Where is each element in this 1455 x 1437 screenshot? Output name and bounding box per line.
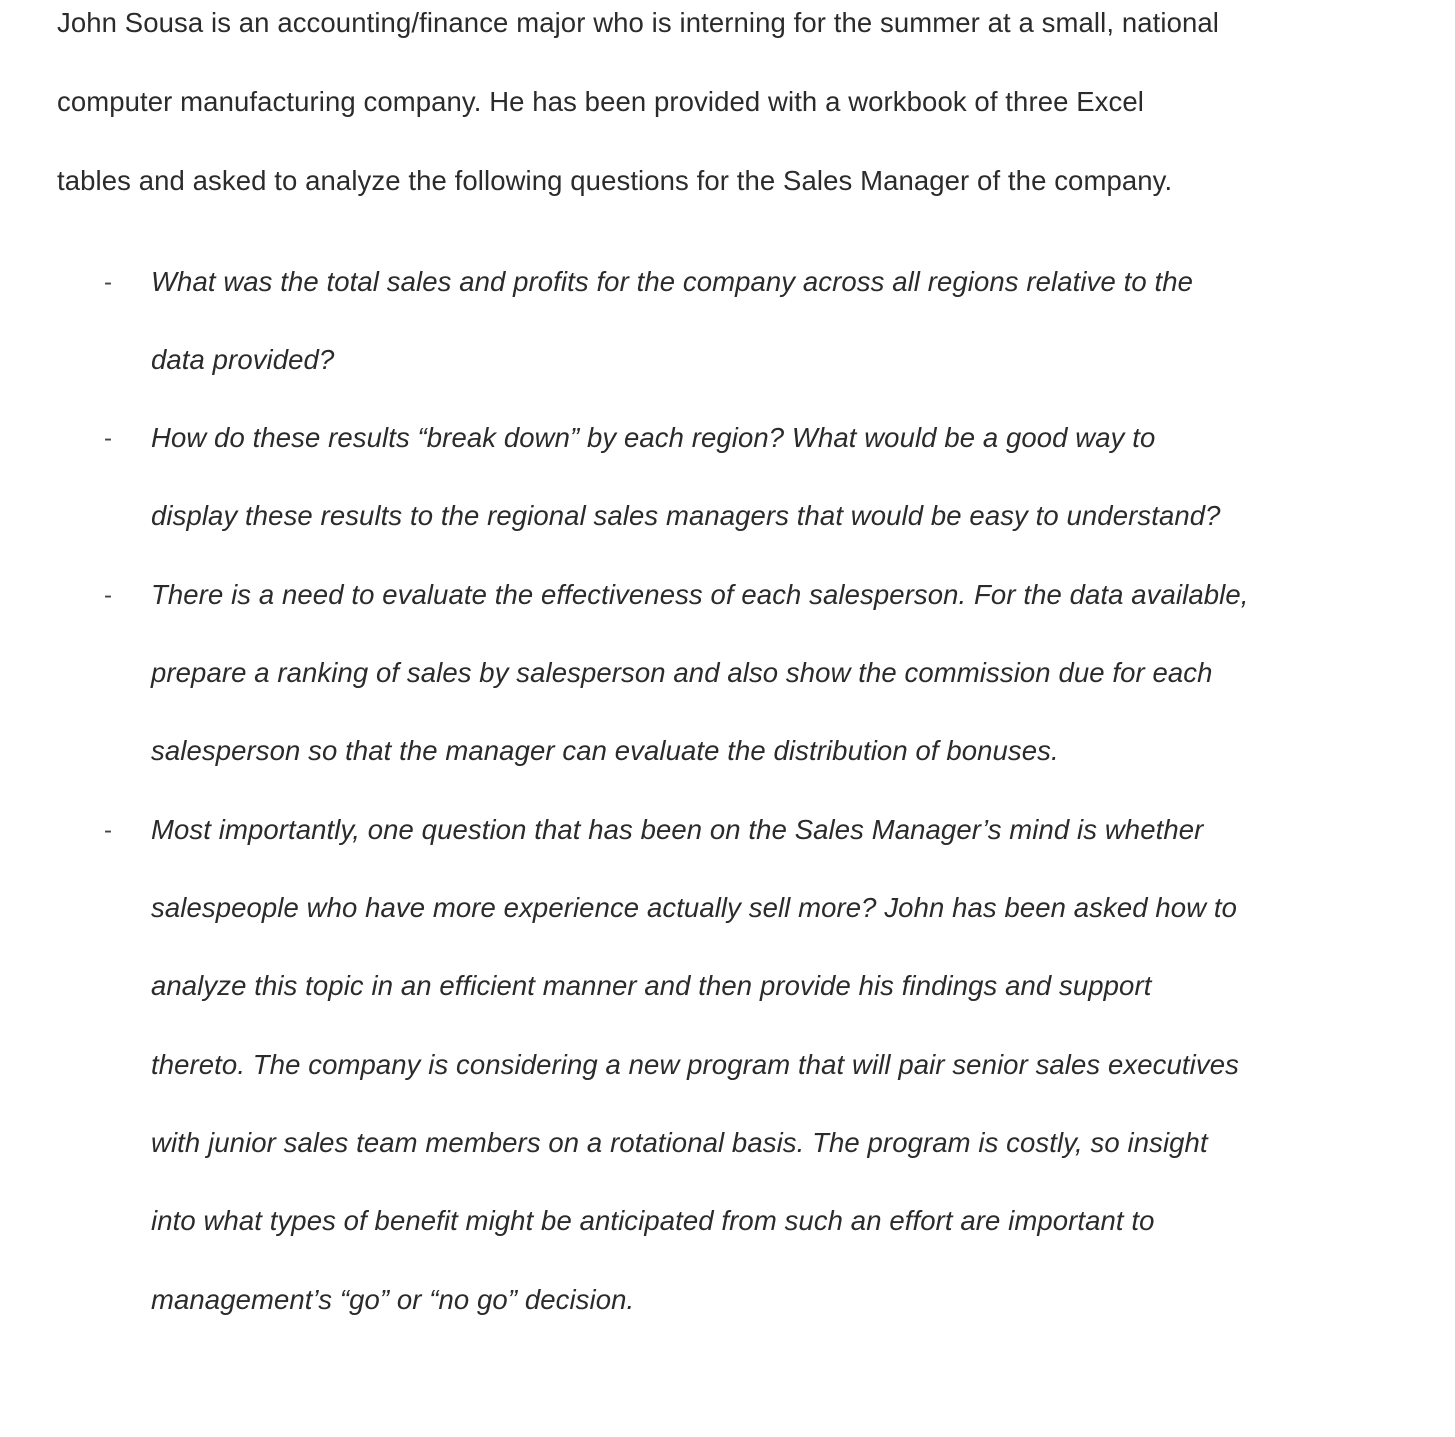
question-line: There is a need to evaluate the effectiveness of each salesperson. For the data available, (151, 579, 1249, 610)
question-line: Most importantly, one question that has been on the Sales Manager’s mind is whether (151, 814, 1204, 845)
question-line: What was the total sales and profits for the company across all regions relative to the (151, 266, 1193, 297)
bullet-dash: - (104, 425, 112, 452)
question-line: analyze this topic in an efficient manner and then provide his findings and support (151, 970, 1152, 1001)
question-line: with junior sales team members on a rotational basis. The program is costly, so insight (151, 1127, 1208, 1158)
question-line: salespeople who have more experience actually sell more? John has been asked how to (151, 892, 1238, 923)
question-line: thereto. The company is considering a new program that will pair senior sales executives (151, 1049, 1239, 1080)
intro-line: computer manufacturing company. He has been provided with a workbook of three Excel (57, 86, 1144, 117)
question-line: prepare a ranking of sales by salesperson and also show the commission due for each (151, 657, 1213, 688)
bullet-dash: - (104, 582, 112, 609)
bullet-dash: - (104, 817, 112, 844)
question-line: data provided? (151, 344, 335, 375)
bullet-dash: - (104, 269, 112, 296)
question-line: salesperson so that the manager can evaluate the distribution of bonuses. (151, 735, 1059, 766)
intro-line: tables and asked to analyze the following questions for the Sales Manager of the company. (57, 165, 1173, 196)
intro-line: John Sousa is an accounting/finance major who is interning for the summer at a small, national (57, 7, 1219, 38)
question-line: How do these results “break down” by each region? What would be a good way to (151, 422, 1156, 453)
question-line: display these results to the regional sales managers that would be easy to understand? (151, 500, 1221, 531)
question-line: into what types of benefit might be anticipated from such an effort are important to (151, 1205, 1155, 1236)
question-line: management’s “go” or “no go” decision. (151, 1284, 635, 1315)
